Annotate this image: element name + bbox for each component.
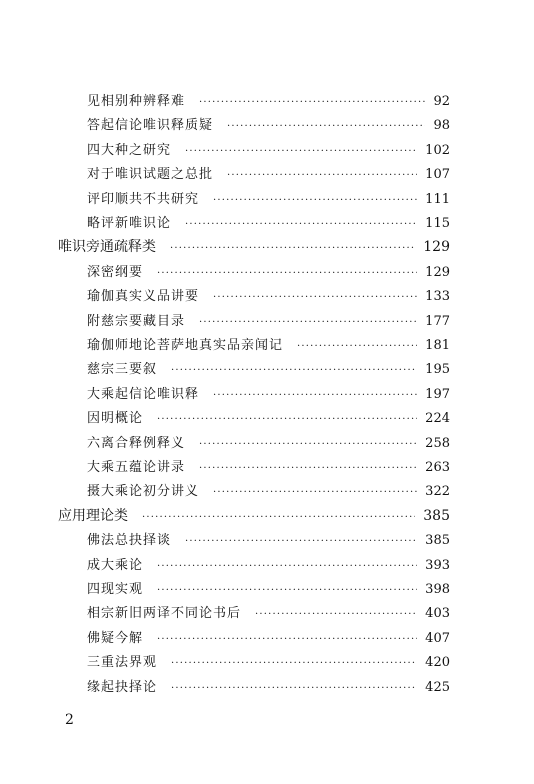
toc-entry-title: 四现实观 <box>87 582 144 597</box>
dot-leader <box>199 463 417 474</box>
dot-leader <box>199 439 417 450</box>
toc-entry-title: 附慈宗要藏目录 <box>87 313 186 329</box>
toc-entry <box>87 139 450 159</box>
toc-entry-page: 258 <box>425 435 450 451</box>
toc-entry-title: 评印顺共不共研究 <box>87 191 200 207</box>
toc-entry-page: 133 <box>425 289 450 305</box>
toc-entry-title: 成大乘论 <box>87 557 144 573</box>
toc-entry-page: 385 <box>423 507 450 524</box>
toc-entry-title: 大乘五蕴论讲录 <box>87 460 186 475</box>
toc-entry <box>87 285 450 305</box>
dot-leader <box>157 634 417 645</box>
page-number: 2 <box>65 712 74 728</box>
toc-entry-page: 129 <box>425 264 450 280</box>
toc-entry-page: 403 <box>425 606 450 622</box>
dot-leader <box>157 414 417 425</box>
toc-entry <box>87 188 450 208</box>
toc-entry-page: 263 <box>425 460 450 475</box>
dot-leader <box>171 683 417 694</box>
toc-section-heading <box>58 505 450 525</box>
toc-entry <box>87 432 450 452</box>
toc-entry <box>87 114 450 134</box>
toc-entry <box>87 358 450 378</box>
toc-entry-title: 三重法界观 <box>87 655 158 671</box>
toc-entry-page: 425 <box>425 679 450 695</box>
toc-entry-page: 111 <box>425 191 450 207</box>
toc-entry-page: 195 <box>425 362 450 378</box>
dot-leader <box>227 170 417 181</box>
toc-entry <box>87 383 450 403</box>
toc-entry-page: 92 <box>433 94 450 109</box>
dot-leader <box>213 390 417 401</box>
toc-entry-page: 322 <box>425 484 450 500</box>
dot-leader <box>171 658 417 669</box>
dot-leader <box>199 97 425 108</box>
toc-entry-title: 大乘起信论唯识释 <box>87 386 200 402</box>
toc-entry-title: 唯识旁通疏释类 <box>58 239 156 256</box>
dot-leader <box>142 512 415 523</box>
toc-section-heading <box>58 236 450 256</box>
toc-entry-title: 瑜伽师地论菩萨地真实品亲闻记 <box>87 338 284 353</box>
toc-entry-page: 115 <box>425 216 450 231</box>
toc-entry <box>87 602 450 622</box>
dot-leader <box>171 365 417 376</box>
toc-entry-page: 385 <box>425 533 450 549</box>
toc-entry <box>87 163 450 183</box>
toc-entry-page: 197 <box>425 386 450 402</box>
toc-entry-page: 224 <box>425 411 450 427</box>
toc-entry <box>87 651 450 671</box>
toc-entry <box>87 334 450 354</box>
toc-entry-title: 慈宗三要叙 <box>87 362 158 378</box>
dot-leader <box>157 268 417 279</box>
toc-entry-page: 181 <box>425 338 450 353</box>
dot-leader <box>213 487 417 498</box>
dot-leader <box>185 536 417 547</box>
dot-leader <box>255 609 417 620</box>
toc-entry-title: 摄大乘论初分讲义 <box>87 484 200 500</box>
toc-entry-page: 420 <box>425 655 450 671</box>
toc-entry-title: 相宗新旧两译不同论书后 <box>87 606 242 622</box>
dot-leader <box>213 292 417 303</box>
toc-entry-title: 略评新唯识论 <box>87 216 172 231</box>
toc-entry-page: 98 <box>433 118 450 134</box>
toc-entry-page: 129 <box>423 239 450 256</box>
toc-entry-title: 缘起抉择论 <box>87 679 158 695</box>
toc-entry <box>87 676 450 696</box>
toc-entry <box>87 310 450 330</box>
toc-entry <box>87 261 450 281</box>
dot-leader <box>297 341 417 352</box>
toc-entry <box>87 456 450 476</box>
toc-entry-title: 六离合释例释义 <box>87 435 186 451</box>
dot-leader <box>213 195 417 206</box>
toc-entry <box>87 480 450 500</box>
toc-entry <box>87 529 450 549</box>
toc-entry-page: 393 <box>425 557 450 573</box>
toc-entry <box>87 90 450 110</box>
dot-leader <box>185 219 417 230</box>
toc-entry <box>87 627 450 647</box>
toc-entry-page: 398 <box>425 582 450 597</box>
toc-entry-page: 407 <box>425 630 450 646</box>
toc-entry <box>87 407 450 427</box>
dot-leader <box>199 317 417 328</box>
toc-entry <box>87 578 450 598</box>
toc-entry-page: 107 <box>425 167 450 183</box>
toc-entry-title: 佛法总抉择谈 <box>87 533 172 549</box>
dot-leader <box>227 121 425 132</box>
toc-entry-title: 瑜伽真实义品讲要 <box>87 289 200 305</box>
toc-entry-title: 答起信论唯识释质疑 <box>87 118 214 134</box>
toc-entry-title: 应用理论类 <box>58 507 128 524</box>
toc-entry-page: 102 <box>425 142 450 158</box>
toc-entry <box>87 212 450 232</box>
dot-leader <box>157 561 417 572</box>
toc-entry <box>87 554 450 574</box>
toc-entry-page: 177 <box>425 313 450 329</box>
toc-entry-title: 佛疑今解 <box>87 630 144 646</box>
toc-entry-title: 深密纲要 <box>87 264 144 280</box>
dot-leader <box>157 585 417 596</box>
toc-entry-title: 四大种之研究 <box>87 142 172 158</box>
dot-leader <box>170 243 415 254</box>
toc-entry-title: 见相别种辨释难 <box>87 94 186 109</box>
dot-leader <box>185 146 417 157</box>
toc-entry-title: 对于唯识试题之总批 <box>87 167 214 183</box>
toc-entry-title: 因明概论 <box>87 411 144 427</box>
